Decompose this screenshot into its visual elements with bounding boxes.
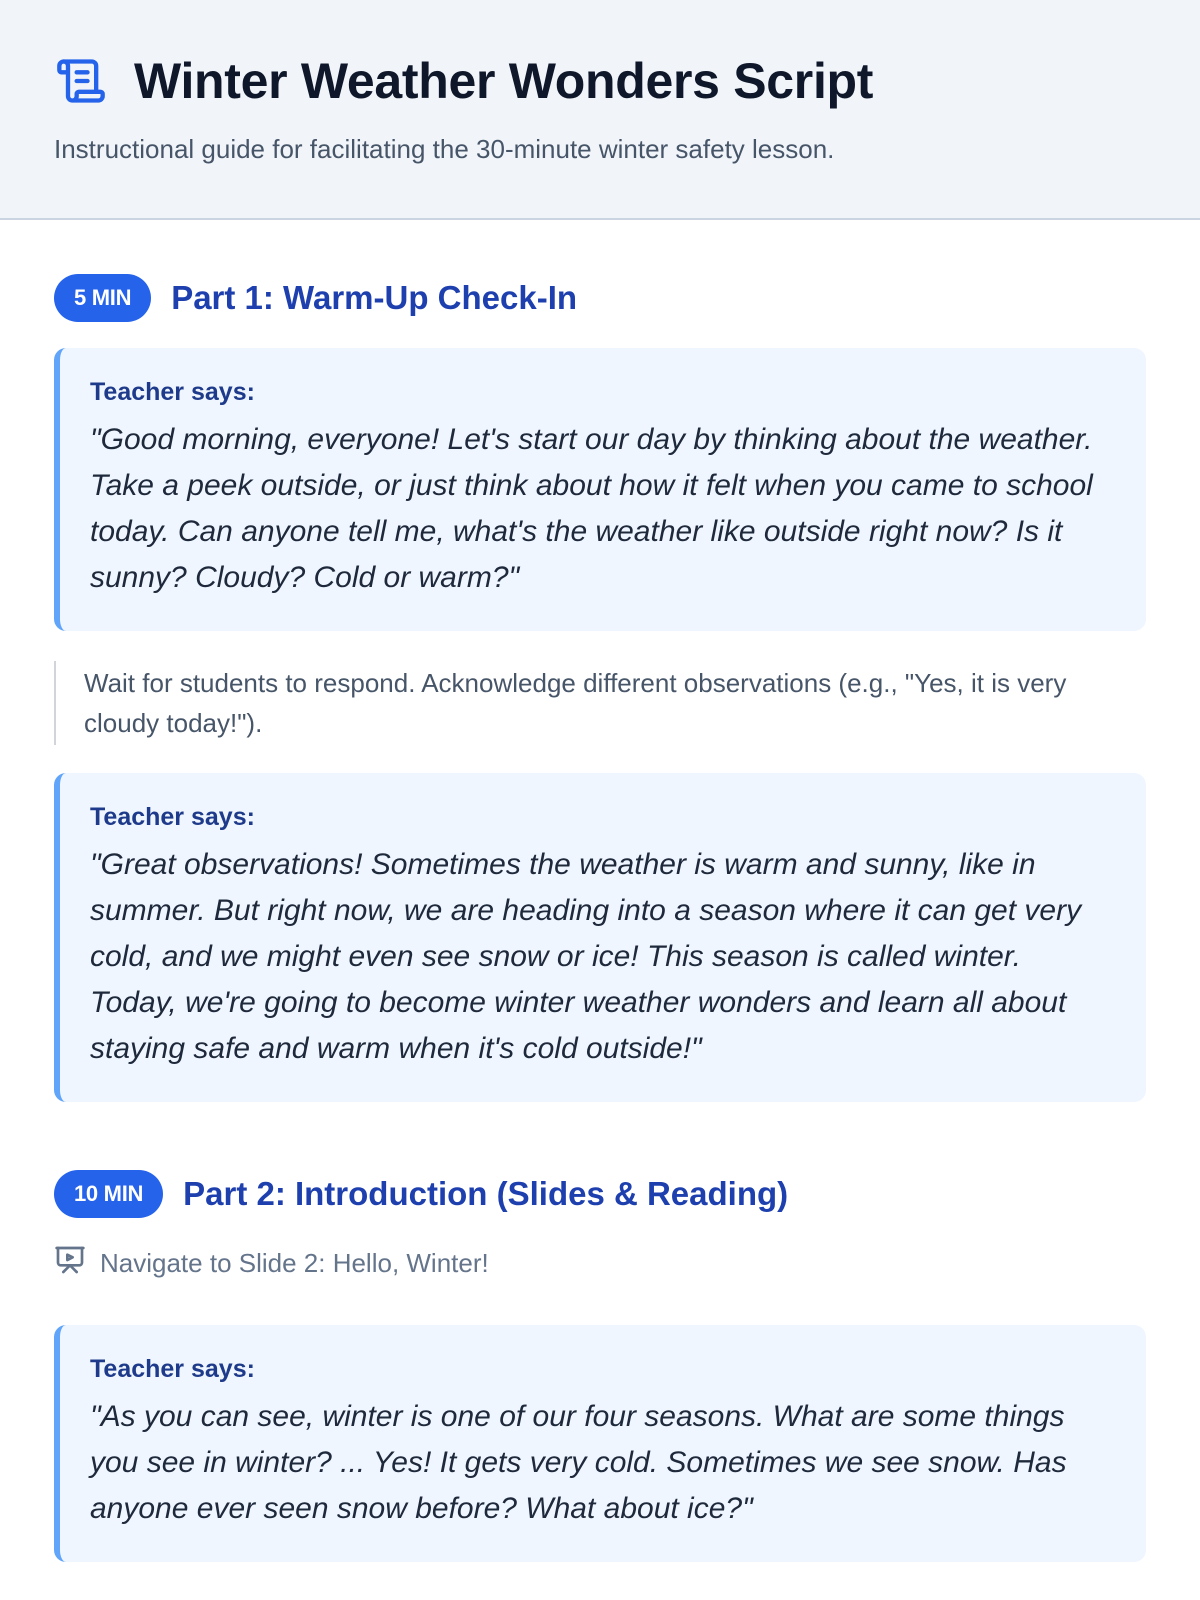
duration-badge: 5 MIN (54, 274, 151, 322)
duration-badge: 10 MIN (54, 1170, 163, 1218)
teacher-says-text: "Great observations! Sometimes the weather is warm and sunny, like in summer. But right now, we are heading into a season where it can get very cold, and we might even see snow or ice! This season is called winter. Today, we're going to become winter weather wonders and learn all about staying safe and warm when it's cold outside!" (90, 848, 1082, 1065)
teacher-says-callout (54, 773, 1146, 1102)
page-header (0, 0, 1200, 220)
section-title: Part 1: Warm-Up Check-In (171, 279, 578, 316)
teacher-says-text: "Good morning, everyone! Let's start our day by thinking about the weather. Take a peek outside, or just think about how it felt when you came to school today. Can anyone tell me, what's the weather like outside right now? Is it sunny? Cloudy? Cold or warm?" (90, 423, 1093, 594)
instruction-note: Wait for students to respond. Acknowledge different observations (e.g., "Yes, it is very cloudy today!"). (54, 661, 1146, 745)
title-row (54, 52, 1146, 110)
script-content (0, 220, 1200, 1562)
scroll-icon (54, 54, 108, 108)
teacher-says-text: "As you can see, winter is one of our four seasons. What are some things you see in winter? ... Yes! It gets very cold. Sometimes we see snow. Has anyone ever seen snow before? What about ice?" (90, 1400, 1067, 1525)
section-header (54, 1170, 1146, 1218)
page-title: Winter Weather Wonders Script (134, 53, 874, 109)
page-subtitle: Instructional guide for facilitating the 30-minute winter safety lesson. (54, 134, 835, 164)
section-part-1 (54, 274, 1146, 1102)
teacher-says-label: Teacher says: (90, 803, 255, 831)
teacher-says-label: Teacher says: (90, 378, 255, 406)
presentation-icon (54, 1244, 86, 1283)
teacher-says-callout (54, 1325, 1146, 1562)
teacher-says-callout (54, 348, 1146, 631)
section-header (54, 274, 1146, 322)
section-part-2 (54, 1170, 1146, 1562)
slide-navigation-note (54, 1244, 1146, 1283)
section-title: Part 2: Introduction (Slides & Reading) (183, 1175, 789, 1212)
teacher-says-label: Teacher says: (90, 1355, 255, 1383)
slide-navigation-text: Navigate to Slide 2: Hello, Winter! (100, 1248, 489, 1278)
